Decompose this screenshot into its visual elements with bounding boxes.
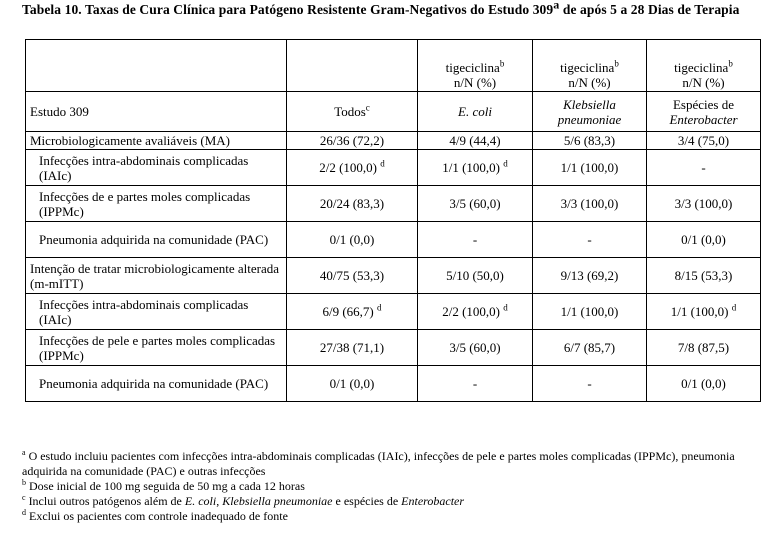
table-row	[26, 186, 761, 222]
cell-value: 2/2 (100,0)	[319, 160, 378, 175]
table-row	[26, 222, 761, 258]
table-cell	[287, 330, 418, 366]
table-cell	[647, 222, 761, 258]
table-cell	[533, 258, 647, 294]
title-footnote-marker: a	[553, 0, 560, 12]
cell-value: -	[472, 376, 478, 391]
table-title-text: Tabela 10. Taxas de Cura Clínica para Patógeno Resistente Gram-Negativos do Estudo 309	[22, 2, 554, 17]
table-cell	[533, 330, 647, 366]
cell-value: 0/1 (0,0)	[681, 232, 726, 247]
table-cell	[533, 366, 647, 402]
table-row	[26, 294, 761, 330]
cell-value: 8/15 (53,3)	[674, 268, 733, 283]
cell-footnote-marker: d	[731, 302, 737, 313]
cure-rates-table	[25, 39, 761, 402]
row-label: Infecções intra-abdominais complicadas (IAIc)	[26, 150, 287, 186]
cell-footnote-marker: d	[377, 302, 382, 313]
table-cell	[418, 222, 533, 258]
cell-value: 1/1 (100,0)	[560, 304, 619, 319]
table-row	[26, 366, 761, 402]
cell-value: 0/1 (0,0)	[329, 232, 375, 247]
cell-value: 2/2 (100,0)	[442, 304, 501, 319]
cell-value: 20/24 (83,3)	[319, 196, 385, 211]
cell-value: 0/1 (0,0)	[681, 376, 726, 391]
cell-value: -	[587, 376, 592, 391]
cell-value: 3/3 (100,0)	[560, 196, 619, 211]
table-cell	[287, 366, 418, 402]
table-cell	[647, 132, 761, 150]
cell-value: 1/1 (100,0)	[442, 160, 501, 175]
cell-footnote-marker: d	[503, 302, 508, 313]
cell-footnote-marker: d	[380, 158, 385, 169]
table-cell	[418, 258, 533, 294]
table-cell	[418, 330, 533, 366]
row-label: Microbiologicamente avaliáveis (MA)	[26, 132, 287, 150]
cell-value: 5/6 (83,3)	[563, 133, 616, 148]
row-label: Pneumonia adquirida na comunidade (PAC)	[26, 366, 287, 402]
table-cell	[533, 150, 647, 186]
header-empty-cell	[287, 40, 418, 92]
cell-value: 3/3 (100,0)	[674, 196, 733, 211]
table-cell	[287, 132, 418, 150]
table-body	[26, 132, 761, 402]
row-label: Infecções de pele e partes moles complicadas (IPPMc)	[26, 330, 287, 366]
cell-value: -	[587, 232, 592, 247]
table-cell	[418, 366, 533, 402]
cell-value: 3/5 (60,0)	[449, 196, 501, 211]
header-row-group	[26, 40, 761, 92]
row-label: Pneumonia adquirida na comunidade (PAC)	[26, 222, 287, 258]
cell-value: -	[701, 160, 706, 175]
cell-value: 0/1 (0,0)	[329, 376, 375, 391]
header-group-klebsiella: tigeciclina$^b$ n/N (%)	[533, 40, 647, 92]
header-klebsiella: Klebsiella pneumoniae	[533, 92, 647, 132]
table-cell	[647, 186, 761, 222]
table-cell	[287, 222, 418, 258]
header-ecoli: E. coli	[418, 92, 533, 132]
table-cell	[533, 294, 647, 330]
footnote-a: $^a$ O estudo incluiu pacientes com infecções intra-abdominais complicadas (IAIc), infecções de pele e partes moles complicadas (IPPMc), pneumonia adquirida na comunidade (PAC) e outras infecções	[22, 448, 735, 478]
table-cell	[647, 294, 761, 330]
row-label: Infecções intra-abdominais complicadas (IAIc)	[26, 294, 287, 330]
cell-value: 27/38 (71,1)	[319, 340, 385, 355]
table-cell	[287, 150, 418, 186]
footnote-c: $^c$ Inclui outros patógenos além de E. coli, Klebsiella pneumoniae e espécies de Enterobacter	[22, 493, 465, 508]
table-cell	[533, 132, 647, 150]
cell-value: 3/4 (75,0)	[677, 133, 730, 148]
row-label: Intenção de tratar microbiologicamente alterada (m-mITT)	[26, 258, 287, 294]
table-cell	[533, 222, 647, 258]
cell-value: 40/75 (53,3)	[319, 268, 385, 283]
cell-value: 5/10 (50,0)	[446, 268, 504, 283]
table-cell	[418, 294, 533, 330]
cell-value: 1/1 (100,0)	[560, 160, 619, 175]
table-cell	[287, 258, 418, 294]
table-cell	[418, 150, 533, 186]
table-title	[22, 2, 767, 18]
cell-value: 3/5 (60,0)	[449, 340, 501, 355]
table-cell	[647, 258, 761, 294]
table-cell	[647, 330, 761, 366]
table-cell	[418, 132, 533, 150]
table-row	[26, 258, 761, 294]
table-row	[26, 132, 761, 150]
table-row	[26, 330, 761, 366]
table-cell	[533, 186, 647, 222]
header-all: Todos$^c$	[287, 92, 418, 132]
footnote-b: $^b$ Dose inicial de 100 mg seguida de 50 mg a cada 12 horas	[22, 478, 305, 493]
table-row	[26, 150, 761, 186]
table-title-text-after: de após 5 a 28 Dias de Terapia	[559, 2, 740, 17]
cell-value: 7/8 (87,5)	[677, 340, 730, 355]
cell-value: 4/9 (44,4)	[449, 133, 501, 148]
footnote-d: $^d$ Exclui os pacientes com controle inadequado de fonte	[22, 508, 288, 523]
header-empty-cell	[26, 40, 287, 92]
row-label: Infecções de e partes moles complicadas (IPPMc)	[26, 186, 287, 222]
header-enterobacter: Espécies de Enterobacter	[647, 92, 761, 132]
cell-value: 6/7 (85,7)	[563, 340, 616, 355]
header-group-enterobacter: tigeciclina$^b$ n/N (%)	[647, 40, 761, 92]
cell-value: 6/9 (66,7)	[322, 304, 374, 319]
table-cell	[287, 294, 418, 330]
table-cell	[287, 186, 418, 222]
footnotes	[22, 449, 772, 524]
header-study-label: Estudo 309	[26, 92, 287, 132]
cell-value: -	[472, 232, 478, 247]
cell-value: 26/36 (72,2)	[319, 133, 385, 148]
header-group-ecoli: tigeciclina$^b$ n/N (%)	[418, 40, 533, 92]
table-cell	[647, 150, 761, 186]
cell-value: 1/1 (100,0)	[670, 304, 729, 319]
header-row-columns	[26, 92, 761, 132]
table-cell	[647, 366, 761, 402]
cell-value: 9/13 (69,2)	[560, 268, 619, 283]
cell-footnote-marker: d	[503, 158, 508, 169]
table-cell	[418, 186, 533, 222]
